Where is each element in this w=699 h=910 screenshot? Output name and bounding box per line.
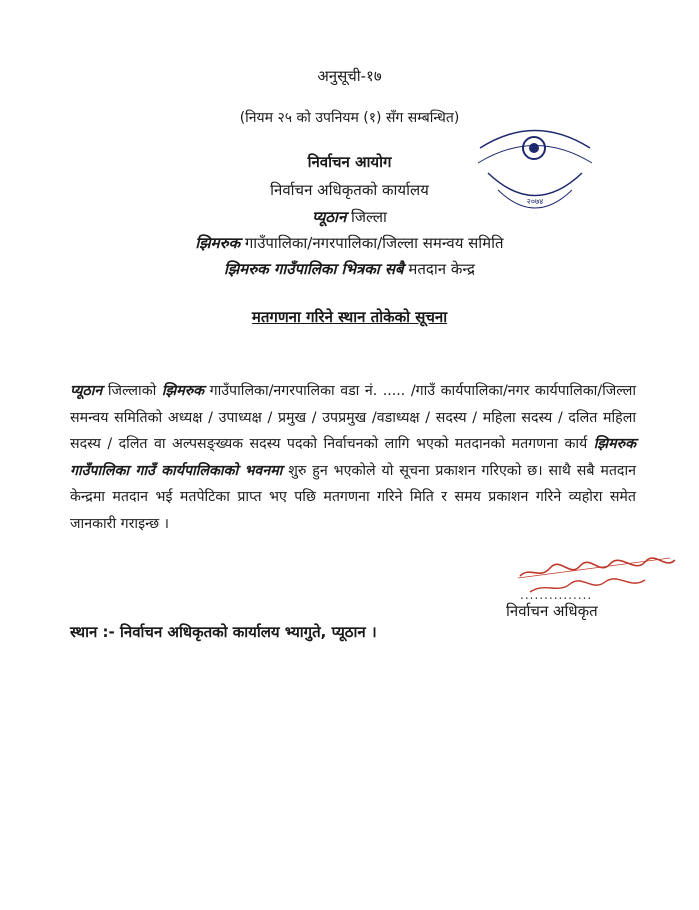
stamp-text: २०७४: [526, 197, 544, 206]
office-stamp: [470, 118, 600, 228]
polling-centre-suffix: मतदान केन्द्र: [403, 260, 475, 278]
notice-title-text: मतगणना गरिने स्थान तोकेको सूचना: [251, 308, 448, 326]
body-text-3: शुरु हुन भएकोले यो सूचना प्रकाशन गरिएको छ। साथै सबै मतदान केन्द्रमा मतदान भई मतपेटिका प्राप्त भए पछि मतगणना गरिने मिति र समय प्रकाशन गरिने व्यहोरा समेत जानकारी गराइन्छ ।: [70, 462, 636, 532]
body-venue: झिमरुक गाउँपालिका गाउँ कार्यपालिकाको भवनमा: [70, 436, 636, 479]
notice-title: [0, 307, 699, 327]
body-district: प्यूठान: [70, 383, 103, 399]
municipality-name: झिमरुक: [195, 234, 241, 252]
place-line: स्थान :- निर्वाचन अधिकृतको कार्यालय भ्यागुते, प्यूठान ।: [70, 623, 377, 641]
office-name: निर्वाचन अधिकृतको कार्यालय: [270, 181, 429, 199]
body-text-2: गाउँपालिका/नगरपालिका वडा नं. ..... /गाउँ कार्यपालिका/नगर कार्यपालिका/जिल्ला समन्वय समितिको अध्यक्ष / उपाध्यक्ष / प्रमुख / उपप्रमुख /वडाध्यक्ष / सदस्य / महिला सदस्य / दलित महिला सदस्य / दलित वा अल्पसङ्ख्यक सदस्य पदको निर्वाचनको लागि भएको मतदानको मतगणना कार्य: [70, 383, 636, 452]
body-text-1: जिल्लाको: [102, 383, 162, 399]
polling-centre-name: झिमरुक गाउँपालिका भित्रका सबै: [224, 260, 404, 278]
municipality-line: [0, 233, 699, 253]
district-word: जिल्ला: [346, 208, 387, 226]
rule-reference: (नियम २५ को उपनियम (१) सँग सम्बन्धित): [239, 110, 460, 126]
body-municipality: झिमरुक: [161, 383, 205, 399]
signature-dots: ...............: [520, 588, 593, 602]
district-name: प्यूठान: [312, 208, 347, 226]
signatory-title: निर्वाचन अधिकृत: [506, 602, 598, 620]
schedule-number: अनुसूची-१७: [317, 67, 382, 85]
notice-body: [70, 378, 636, 537]
commission-name: निर्वाचन आयोग: [307, 153, 392, 171]
polling-centre-line: [0, 259, 699, 279]
municipality-types: गाउँपालिका/नगरपालिका/जिल्ला समन्वय समिति: [240, 234, 504, 252]
